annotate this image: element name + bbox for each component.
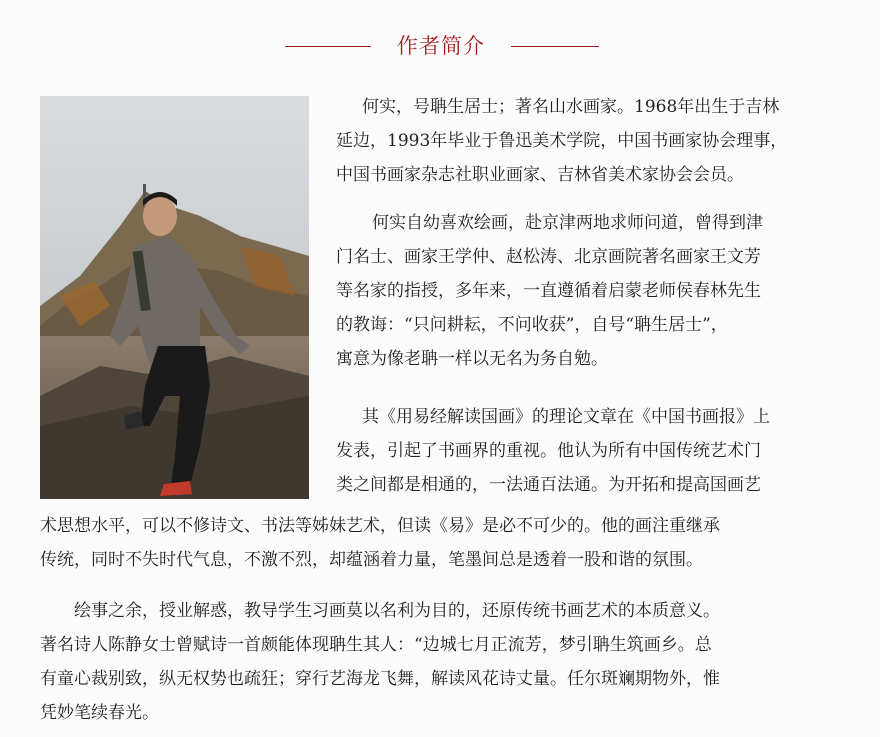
paragraph-theory-a xyxy=(336,400,856,502)
text-line: 何实，号聃生居士；著名山水画家。1968年出生于吉林 xyxy=(362,97,780,117)
section-title: 作者简介 xyxy=(397,34,485,58)
header-divider-right xyxy=(511,46,599,47)
text-line: 等名家的指授，多年来，一直遵循着启蒙老师侯春林先生 xyxy=(336,281,761,301)
text-line: 发表，引起了书画界的重视。他认为所有中国传统艺术门 xyxy=(336,441,761,461)
text-line: 绘事之余，授业解惑，教导学生习画莫以名利为目的，还原传统书画艺术的本质意义。 xyxy=(74,601,720,621)
text-line: 术思想水平，可以不修诗文、书法等姊妹艺术，但读《易》是必不可少的。他的画注重继承 xyxy=(40,516,720,536)
text-line: 的教诲：“只问耕耘，不问收获”，自号“聃生居士”， xyxy=(336,315,728,335)
text-line: 有童心裁别致，纵无权势也疏狂；穿行艺海龙飞舞，解读风花诗丈量。任尔斑斓期物外，惟 xyxy=(40,669,720,689)
text-line: 延边，1993年毕业于鲁迅美术学院，中国书画家协会理事， xyxy=(336,131,788,151)
text-line: 类之间都是相通的，一法通百法通。为开拓和提高国画艺 xyxy=(336,475,761,495)
text-line: 传统，同时不失时代气息，不激不烈，却蕴涵着力量，笔墨间总是透着一股和谐的氛围。 xyxy=(40,550,703,570)
paragraph-theory-b xyxy=(40,509,860,577)
text-line: 中国书画家杂志社职业画家、吉林省美术家协会会员。 xyxy=(336,165,744,185)
paragraph-intro xyxy=(336,90,856,192)
text-line: 门名士、画家王学仲、赵松涛、北京画院著名画家王文芳 xyxy=(336,247,761,267)
text-line: 寓意为像老聃一样以无名为务自勉。 xyxy=(336,349,608,369)
header-divider-left xyxy=(285,46,371,47)
text-line: 其《用易经解读国画》的理论文章在《中国书画报》上 xyxy=(362,407,770,427)
paragraph-teaching xyxy=(40,594,860,730)
author-photo-illustration xyxy=(40,96,309,499)
section-header xyxy=(0,28,880,68)
paragraph-study xyxy=(336,206,856,376)
author-photo xyxy=(40,96,309,499)
text-line: 何实自幼喜欢绘画，赴京津两地求师问道，曾得到津 xyxy=(372,213,763,233)
text-line: 著名诗人陈静女士曾赋诗一首颇能体现聃生其人：“边城七月正流芳，梦引聃生筑画乡。总 xyxy=(40,635,712,655)
text-line: 凭妙笔续春光。 xyxy=(40,703,159,723)
